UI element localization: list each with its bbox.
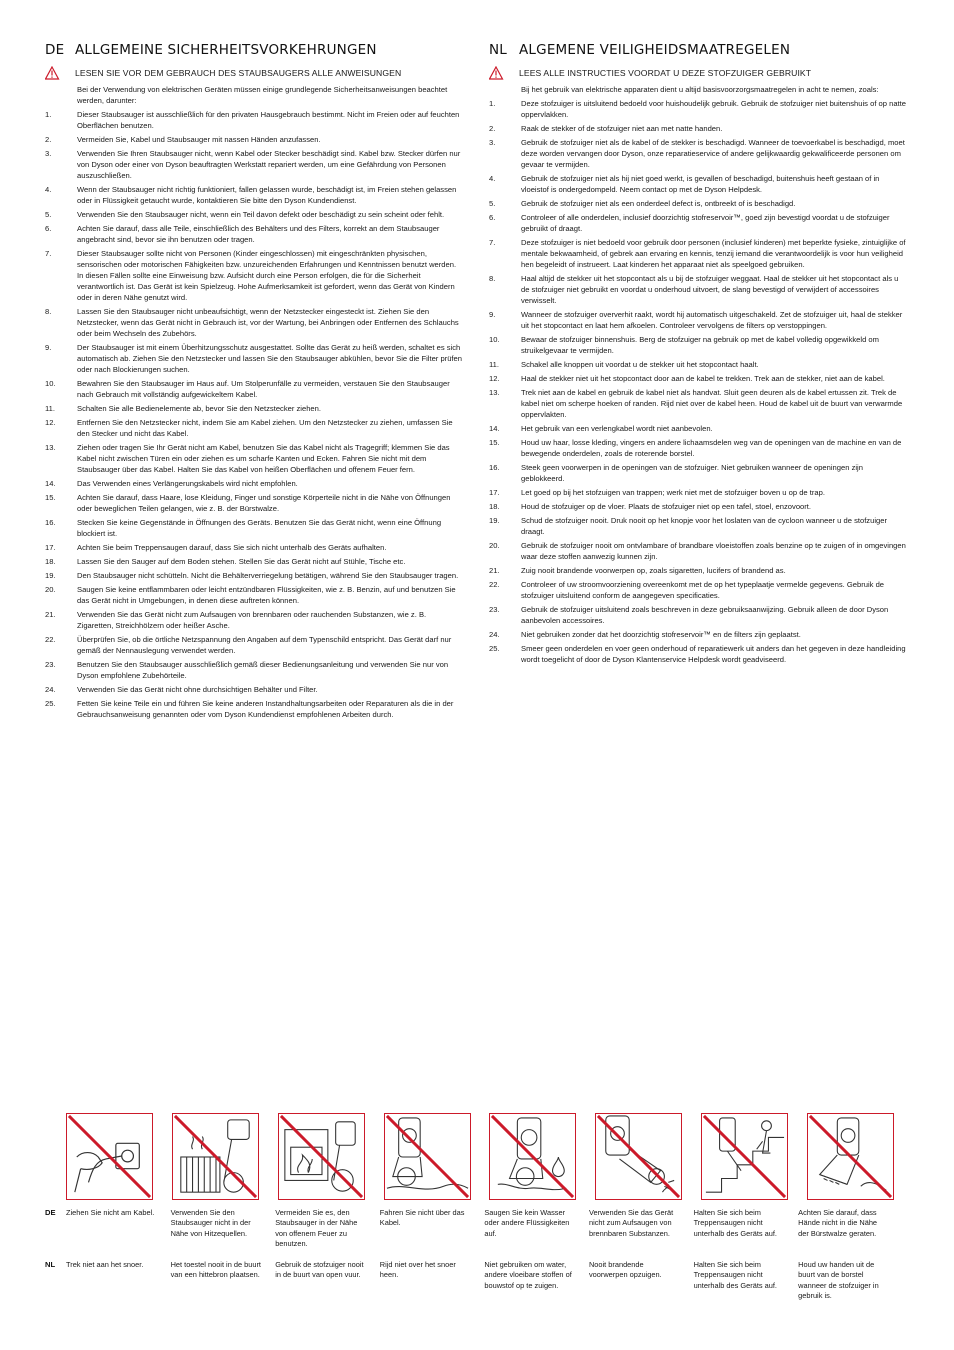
pictogram-caption: Het toestel nooit in de buurt van een hittebron plaatsen. <box>170 1260 261 1280</box>
rule-text: Achten Sie darauf, dass Haare, lose Kleidung, Finger und sonstige Körperteile nicht in die Nähe von Öffnungen oder beweglichen Teilen gelangen, wie z. B. der Bürstwalze. <box>77 493 451 513</box>
rule-text: Schakel alle knoppen uit voordat u de stekker uit het stopcontact haalt. <box>521 360 759 369</box>
rule-item <box>45 184 463 206</box>
rule-text: Wenn der Staubsauger nicht richtig funktioniert, fallen gelassen wurde, beschädigt ist, im Freien stehen gelassen oder in Flüssigkeit getaucht wurde, kontaktieren Sie bitte den Dyson Kundendienst. <box>77 185 457 205</box>
nl-title: ALGEMENE VEILIGHEIDSMAATREGELEN <box>519 42 791 58</box>
rule-text: Verwenden Sie das Gerät nicht zum Aufsaugen von brennbaren oder rauchenden Substanzen, wie z. B. Zigaretten, Streichhölzern oder heißer Asche. <box>77 610 427 630</box>
rule-item <box>489 501 907 512</box>
rule-text: Verwenden Sie Ihren Staubsauger nicht, wenn Kabel oder Stecker beschädigt sind. Kabel bzw. Stecker dürfen nur von Dyson oder einer von Dyson beauftragten Werkstatt repariert werden, um eine Gefährdung von Personen auszuschließen. <box>77 149 461 180</box>
rule-number: 25. <box>45 699 56 708</box>
pictogram-caption: Achten Sie darauf, dass Hände nicht in die Nähe der Bürstwalze geraten. <box>798 1208 878 1238</box>
no-burning-substances-icon <box>595 1113 682 1200</box>
de-captions-row <box>45 1208 905 1250</box>
rule-item <box>489 437 907 459</box>
rule-item <box>45 684 463 695</box>
rule-text: Entfernen Sie den Netzstecker nicht, indem Sie am Kabel ziehen. Um den Netzstecker zu ziehen, umfassen Sie den Stecker und nicht das Kabel. <box>77 418 453 438</box>
rule-text: Gebruik de stofzuiger uitsluitend zoals beschreven in deze gebruiksaanwijzing. Gebruik alleen de door Dyson aanbevolen accessoires. <box>521 605 889 625</box>
pictogram-caption: Ziehen Sie nicht am Kabel. <box>66 1208 155 1217</box>
rule-item <box>45 148 463 181</box>
rule-item <box>489 629 907 640</box>
rule-text: Den Staubsauger nicht schütteln. Nicht die Behälterverriegelung betätigen, während Sie den Staubsauger tragen. <box>77 571 459 580</box>
rule-item <box>489 198 907 209</box>
rule-number: 20. <box>489 541 500 550</box>
de-title: ALLGEMEINE SICHERHEITSVORKEHRUNGEN <box>75 42 377 58</box>
rule-item <box>489 540 907 562</box>
rule-item <box>45 134 463 145</box>
rule-text: Das Verwenden eines Verlängerungskabels wird nicht empfohlen. <box>77 479 298 488</box>
rule-item <box>45 248 463 303</box>
rule-number: 11. <box>489 360 499 369</box>
rule-number: 1. <box>45 110 52 119</box>
rule-number: 12. <box>45 418 56 427</box>
rule-number: 7. <box>489 238 496 247</box>
rule-number: 11. <box>45 404 55 413</box>
rule-text: Achten Sie darauf, dass alle Teile, einschließlich des Behälters und des Filters, korrekt an dem Staubsauger angebracht sind, bevor sie ihn benutzen oder tragen. <box>77 224 440 244</box>
de-warning-text: LESEN SIE VOR DEM GEBRAUCH DES STAUBSAUGERS ALLE ANWEISUNGEN <box>75 68 402 78</box>
rule-number: 6. <box>45 224 52 233</box>
pictogram-caption: Verwenden Sie den Staubsauger nicht in der Nähe von Hitzequellen. <box>170 1208 251 1238</box>
rule-item <box>45 517 463 539</box>
rule-number: 1. <box>489 99 496 108</box>
de-rules-list <box>45 109 463 720</box>
rule-item <box>489 515 907 537</box>
rule-number: 12. <box>489 374 500 383</box>
rule-item <box>45 609 463 631</box>
rule-item <box>489 334 907 356</box>
rule-item <box>45 209 463 220</box>
rule-number: 15. <box>45 493 56 502</box>
rule-number: 17. <box>489 488 500 497</box>
rule-item <box>45 442 463 475</box>
rule-item <box>489 604 907 626</box>
nl-captions <box>66 1260 903 1302</box>
rule-text: Schalten Sie alle Bedienelemente ab, bevor Sie den Netzstecker ziehen. <box>77 404 321 413</box>
nl-heading <box>489 40 907 60</box>
rule-text: Let goed op bij het stofzuigen van trappen; werk niet met de stofzuiger boven u op de trap. <box>521 488 825 497</box>
rule-item <box>489 98 907 120</box>
pictogram-caption: Vermeiden Sie es, den Staubsauger in der Nähe von offenem Feuer zu benutzen. <box>275 1208 358 1249</box>
rule-text: Gebruik de stofzuiger niet als een onderdeel defect is, ontbreekt of is beschadigd. <box>521 199 796 208</box>
nl-rules-list <box>489 98 907 665</box>
rule-number: 9. <box>45 343 52 352</box>
rule-item <box>489 237 907 270</box>
nl-warning-text: LEES ALLE INSTRUCTIES VOORDAT U DEZE STOFZUIGER GEBRUIKT <box>519 68 812 78</box>
pictogram-caption: Rijd niet over het snoer heen. <box>379 1260 456 1280</box>
rule-number: 17. <box>45 543 56 552</box>
rule-text: Schud de stofzuiger nooit. Druk nooit op het knopje voor het loslaten van de cycloon wanneer u de stofzuiger draagt. <box>521 516 887 536</box>
rule-text: Houd uw haar, losse kleding, vingers en andere lichaamsdelen weg van de openingen van de machine en van de bewegende onderdelen, zoals de roterende borstel. <box>521 438 902 458</box>
de-lang-code: DE <box>45 42 65 58</box>
rule-number: 15. <box>489 438 500 447</box>
no-stairs-below-icon <box>701 1113 788 1200</box>
rule-number: 23. <box>45 660 56 669</box>
nl-captions-row <box>45 1260 905 1302</box>
rule-number: 16. <box>45 518 56 527</box>
no-heat-source-icon <box>172 1113 259 1200</box>
rule-text: Ziehen oder tragen Sie Ihr Gerät nicht am Kabel, benutzen Sie das Kabel nicht als Tragegriff; klemmen Sie das Kabel nicht zwischen Türen ein oder ziehen es um scharfe Kanten und Ecken. Fahren Sie nicht mit dem Staubsauger über das Kabel. Halten Sie das Kabel von heißen Oberflächen und offenem Feuer fern. <box>77 443 450 474</box>
rule-text: Zuig nooit brandende voorwerpen op, zoals sigaretten, lucifers of brandend as. <box>521 566 786 575</box>
rule-item <box>45 223 463 245</box>
rule-item <box>45 342 463 375</box>
rule-text: Der Staubsauger ist mit einem Überhitzungsschutz ausgestattet. Sollte das Gerät zu heiß werden, schaltet es sich automatisch ab. Ziehen Sie den Netzstecker und lassen Sie den Staubsauger abkühlen, bevor Sie die Filter prüfen oder nach Blockierungen suchen. <box>77 343 462 374</box>
rule-number: 19. <box>45 571 56 580</box>
rule-text: Vermeiden Sie, Kabel und Staubsauger mit nassen Händen anzufassen. <box>77 135 321 144</box>
rule-item <box>45 109 463 131</box>
rule-item <box>489 123 907 134</box>
rule-text: Deze stofzuiger is uitsluitend bedoeld voor huishoudelijk gebruik. Gebruik de stofzuiger niet buitenshuis of op natte oppervlakken. <box>521 99 906 119</box>
rule-text: Dieser Staubsauger ist ausschließlich für den privaten Hausgebrauch bestimmt. Nicht im Freien oder auf feuchten Oberflächen benutzen. <box>77 110 460 130</box>
rule-item <box>489 309 907 331</box>
rule-number: 13. <box>45 443 56 452</box>
pictogram-row <box>66 1113 894 1200</box>
pictogram-caption: Trek niet aan het snoer. <box>66 1260 144 1269</box>
rule-item <box>45 556 463 567</box>
rule-number: 10. <box>45 379 56 388</box>
rule-text: Niet gebruiken zonder dat het doorzichtig stofreservoir™ en de filters zijn geplaatst. <box>521 630 801 639</box>
rule-number: 6. <box>489 213 496 222</box>
rule-number: 3. <box>489 138 496 147</box>
rule-text: Haal de stekker niet uit het stopcontact door aan de kabel te trekken. Trek aan de stekker, niet aan de kabel. <box>521 374 885 383</box>
rule-text: Trek niet aan de kabel en gebruik de kabel niet als handvat. Sluit geen deuren als de kabel ertussen zit. Trek de kabel niet om scherpe hoeken of randen. Rijd niet over de kabel heen. Houd de kabel uit de buurt van verwarmde oppervlakten. <box>521 388 903 419</box>
pictogram-caption: Saugen Sie kein Wasser oder andere Flüssigkeiten auf. <box>484 1208 570 1238</box>
rule-text: Gebruik de stofzuiger nooit om ontvlambare of brandbare vloeistoffen zoals benzine op te zuigen of in omgevingen waar deze stoffen aanwezig kunnen zijn. <box>521 541 906 561</box>
no-open-fire-icon <box>278 1113 365 1200</box>
rule-number: 24. <box>45 685 56 694</box>
rule-text: Raak de stekker of de stofzuiger niet aan met natte handen. <box>521 124 723 133</box>
rule-item <box>489 565 907 576</box>
rule-number: 14. <box>489 424 500 433</box>
rule-item <box>489 359 907 370</box>
rule-number: 4. <box>489 174 496 183</box>
rule-text: Gebruik de stofzuiger niet als de kabel of de stekker is beschadigd. Wanneer de toevoerkabel is beschadigd, moet deze worden vervangen door Dyson, onze reparatieservice of andere gelijkwaardig gekwalificeerde personen om gevaar te vermijden. <box>521 138 905 169</box>
rule-number: 24. <box>489 630 500 639</box>
rule-text: Saugen Sie keine entflammbaren oder leicht entzündbaren Flüssigkeiten, wie z. B. Benzin, auf und benutzen Sie das Gerät nicht in Umgebungen, in denen diese auftreten können. <box>77 585 456 605</box>
no-water-icon <box>489 1113 576 1200</box>
rule-item <box>489 579 907 601</box>
nl-warning-row <box>489 66 907 80</box>
rule-item <box>489 643 907 665</box>
rule-text: Bewaar de stofzuiger binnenshuis. Berg de stofzuiger na gebruik op met de kabel volledig opgewikkeld om struikelgevaar te vermijden. <box>521 335 879 355</box>
rule-item <box>489 487 907 498</box>
rule-item <box>45 417 463 439</box>
rule-item <box>489 173 907 195</box>
rule-item <box>45 403 463 414</box>
rule-text: Het gebruik van een verlengkabel wordt niet aanbevolen. <box>521 424 713 433</box>
rule-number: 22. <box>489 580 500 589</box>
rule-item <box>45 570 463 581</box>
pictogram-caption: Houd uw handen uit de buurt van de borstel wanneer de stofzuiger in gebruik is. <box>798 1260 879 1301</box>
rule-number: 18. <box>489 502 500 511</box>
rule-item <box>489 423 907 434</box>
rule-text: Wanneer de stofzuiger oververhit raakt, wordt hij automatisch uitgeschakeld. Zet de stofzuiger uit, haal de stekker uit het stopcontact en laat hem afkoelen. Controleer vervolgens de filters op verstoppingen. <box>521 310 903 330</box>
rule-number: 2. <box>489 124 496 133</box>
rule-item <box>45 634 463 656</box>
rule-text: Dieser Staubsauger sollte nicht von Personen (Kinder eingeschlossen) mit eingeschränkten physischen, sensorischen oder motorischen Fähigkeiten bzw. unzureichenden Erfahrungen und Kenntnissen benutzt werden. In diesen Fällen sollte eine Einweisung bzw. Aufsicht durch eine Person erfolgen, die für die Sicherheit verantwortlich ist. Das Gerät ist kein Spielzeug. Hohe Aufmerksamkeit ist gefordert, wenn das Gerät von Kindern oder in deren Nähe genutzt wird. <box>77 249 457 302</box>
rule-number: 22. <box>45 635 56 644</box>
rule-text: Benutzen Sie den Staubsauger ausschließlich gemäß dieser Bedienungsanleitung und verwenden Sie nur von Dyson empfohlene Zubehörteile. <box>77 660 449 680</box>
rule-number: 14. <box>45 479 56 488</box>
rule-number: 5. <box>489 199 496 208</box>
nl-captions-lang: NL <box>45 1260 56 1269</box>
rule-number: 8. <box>489 274 496 283</box>
pictogram-caption: Fahren Sie nicht über das Kabel. <box>379 1208 465 1228</box>
rule-item <box>489 462 907 484</box>
rule-text: Fetten Sie keine Teile ein und führen Sie keine anderen Instandhaltungsarbeiten oder Reparaturen als die in der Gebrauchsanweisung genannten oder vom Dyson Kundendienst empfohlenen Arbeiten durch. <box>77 699 454 719</box>
no-pull-cable-icon <box>66 1113 153 1200</box>
rule-text: Lassen Sie den Staubsauger nicht unbeaufsichtigt, wenn der Netzstecker eingesteckt ist. Ziehen Sie den Netzstecker, wenn das Gerät nicht in Gebrauch ist, vor der Wartung, bei Anbringen oder Entfernen des Schlauchs oder beim Wechseln des Zubehörs. <box>77 307 459 338</box>
pictogram-caption: Gebruik de stofzuiger nooit in de buurt van open vuur. <box>275 1260 364 1280</box>
rule-text: Lassen Sie den Sauger auf dem Boden stehen. Stellen Sie das Gerät nicht auf Stühle, Tische etc. <box>77 557 406 566</box>
de-captions-lang: DE <box>45 1208 56 1217</box>
rule-text: Steek geen voorwerpen in de openingen van de stofzuiger. Niet gebruiken wanneer de openingen zijn geblokkeerd. <box>521 463 863 483</box>
rule-number: 21. <box>45 610 56 619</box>
de-warning-row <box>45 66 463 80</box>
rule-number: 4. <box>45 185 52 194</box>
rule-number: 19. <box>489 516 500 525</box>
de-heading <box>45 40 463 60</box>
rule-item <box>45 659 463 681</box>
rule-number: 5. <box>45 210 52 219</box>
de-intro: Bei der Verwendung von elektrischen Geräten müssen einige grundlegende Sicherheitsanweisungen beachtet werden, darunter: <box>77 85 448 105</box>
pictogram-caption: Halten Sie sich beim Treppensaugen nicht unterhalb des Geräts auf. <box>693 1208 777 1238</box>
rule-item <box>489 212 907 234</box>
nl-intro: Bij het gebruik van elektrische apparaten dient u altijd basisvoorzorgsmaatregelen in acht te nemen, zoals: <box>521 85 879 94</box>
rule-item <box>45 478 463 489</box>
rule-text: Achten Sie beim Treppensaugen darauf, dass Sie sich nicht unterhalb des Geräts aufhalten. <box>77 543 387 552</box>
rule-text: Stecken Sie keine Gegenstände in Öffnungen des Geräts. Benutzen Sie das Gerät nicht, wenn eine Öffnung blockiert ist. <box>77 518 442 538</box>
rule-number: 8. <box>45 307 52 316</box>
rule-number: 13. <box>489 388 500 397</box>
rule-text: Controleer of uw stroomvoorziening overeenkomt met de op het typeplaatje vermelde gegevens. Gebruik de stofzuiger uitsluitend conform de aangegeven specificaties. <box>521 580 885 600</box>
nl-lang-code: NL <box>489 42 508 58</box>
rule-number: 20. <box>45 585 56 594</box>
no-run-over-cable-icon <box>384 1113 471 1200</box>
rule-text: Verwenden Sie das Gerät nicht ohne durchsichtigen Behälter und Filter. <box>77 685 318 694</box>
rule-item <box>489 387 907 420</box>
rule-number: 3. <box>45 149 52 158</box>
rule-item <box>45 492 463 514</box>
rule-text: Deze stofzuiger is niet bedoeld voor gebruik door personen (inclusief kinderen) met beperkte fysieke, zintuiglijke of mentale bekwaamheid, of gebrek aan ervaring en kennis, tenzij iemand die verantwoordelijk is voor hun veiligheid hen begeleidt of instrueert. Laat kinderen het apparaat niet als speelgoed gebruiken. <box>521 238 906 269</box>
rule-item <box>45 378 463 400</box>
rule-number: 7. <box>45 249 52 258</box>
nl-section <box>489 40 907 668</box>
de-section <box>45 40 463 723</box>
rule-text: Smeer geen onderdelen en voer geen onderhoud of reparatiewerk uit anders dan het gegeven in deze handleiding wordt toegelicht of door de Dyson Klantenservice Helpdesk wordt geadviseerd. <box>521 644 906 664</box>
rule-item <box>489 137 907 170</box>
rule-item <box>45 698 463 720</box>
rule-number: 21. <box>489 566 500 575</box>
rule-item <box>489 273 907 306</box>
rule-text: Gebruik de stofzuiger niet als hij niet goed werkt, is gevallen of beschadigd, buitenshuis heeft gestaan of in vloeistof is ondergedompeld. Neem contact op met de Dyson Helpdesk. <box>521 174 880 194</box>
rule-item <box>45 306 463 339</box>
pictogram-caption: Nooit brandende voorwerpen opzuigen. <box>588 1260 662 1280</box>
rule-item <box>45 542 463 553</box>
rule-item <box>489 373 907 384</box>
rule-number: 10. <box>489 335 500 344</box>
pictogram-caption: Verwenden Sie das Gerät nicht zum Aufsaugen von brennbaren Substanzen. <box>588 1208 674 1238</box>
warning-triangle-icon <box>45 66 75 80</box>
rule-number: 18. <box>45 557 56 566</box>
rule-number: 9. <box>489 310 496 319</box>
pictogram-caption: Halten Sie sich beim Treppensaugen nicht unterhalb des Geräts auf. <box>693 1260 777 1290</box>
rule-number: 16. <box>489 463 500 472</box>
pictogram-caption: Niet gebruiken om water, andere vloeibare stoffen of bouwstof op te zuigen. <box>484 1260 572 1290</box>
rule-text: Controleer of alle onderdelen, inclusief doorzichtig stofreservoir™, goed zijn bevestigd voordat u de stofzuiger gebruikt of draagt. <box>521 213 890 233</box>
no-brush-bar-hands-icon <box>807 1113 894 1200</box>
warning-triangle-icon <box>489 66 519 80</box>
rule-item <box>45 584 463 606</box>
rule-text: Bewahren Sie den Staubsauger im Haus auf. Um Stolperunfälle zu vermeiden, verstauen Sie den Staubsauger nach Gebrauch mit vollständig aufgewickeltem Kabel. <box>77 379 450 399</box>
rule-text: Haal altijd de stekker uit het stopcontact als u bij de stofzuiger weggaat. Haal de stekker uit het stopcontact als u de stofzuiger niet gebruikt en voordat u onderhoud uitvoert, de slang bevestigd of verwijdert of accessoires verwisselt. <box>521 274 899 305</box>
rule-number: 23. <box>489 605 500 614</box>
de-captions <box>66 1208 903 1250</box>
rule-text: Houd de stofzuiger op de vloer. Plaats de stofzuiger niet op een tafel, stoel, enzovoort. <box>521 502 812 511</box>
rule-text: Überprüfen Sie, ob die örtliche Netzspannung den Angaben auf dem Typenschild entspricht. Das Gerät darf nur gemäß der Nennauslegung verwendet werden. <box>77 635 452 655</box>
rule-number: 2. <box>45 135 52 144</box>
rule-number: 25. <box>489 644 500 653</box>
rule-text: Verwenden Sie den Staubsauger nicht, wenn ein Teil davon defekt oder beschädigt zu sein scheint oder fehlt. <box>77 210 445 219</box>
